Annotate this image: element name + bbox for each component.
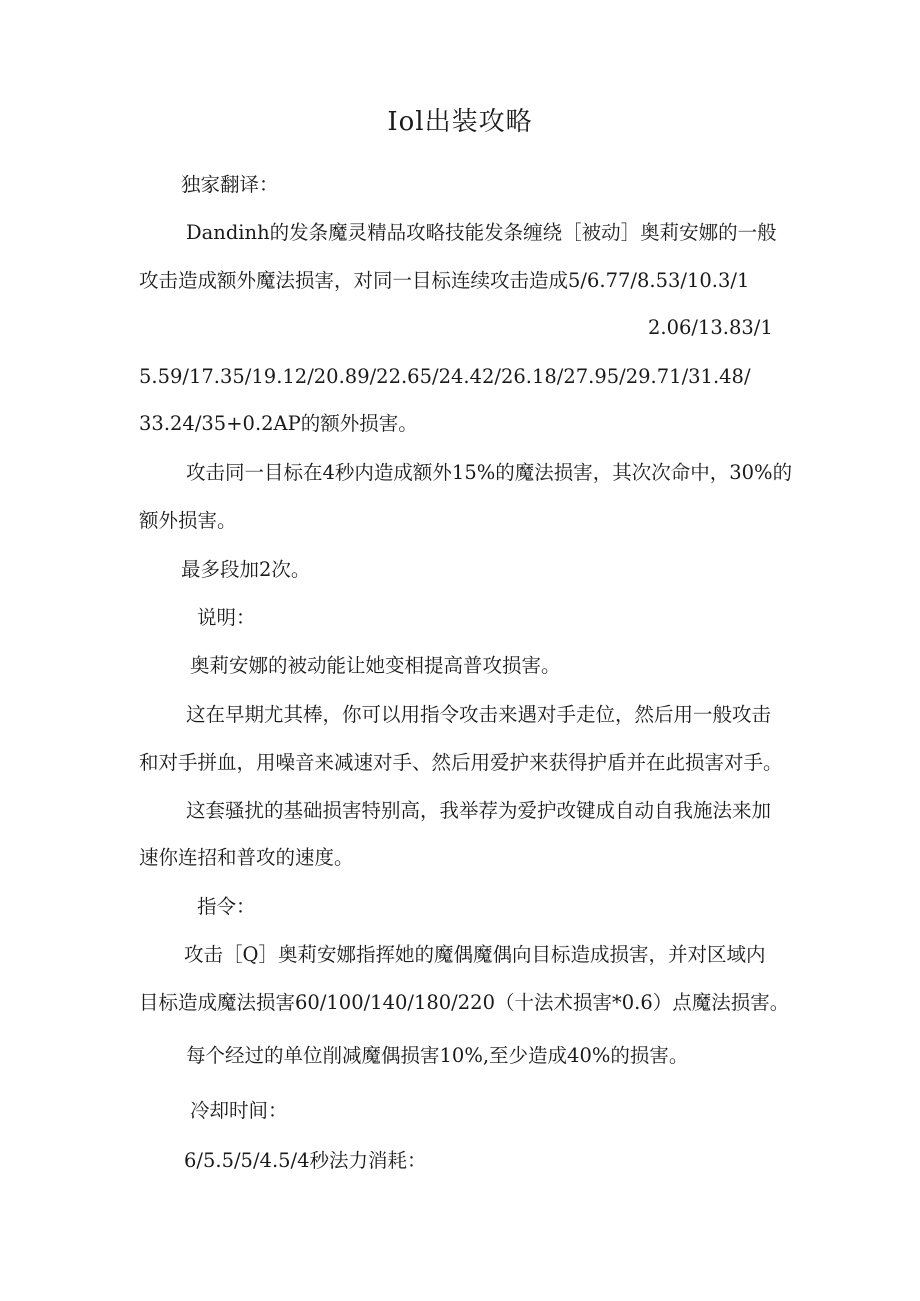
- cooldown-values: 6/5.5/5/4.5/4秒法力消耗：: [184, 1149, 427, 1172]
- explanation-2-line-1: 这在早期尤其棒，你可以用指令攻击来遇对手走位，然后用一般攻击: [186, 703, 772, 726]
- intro-label: 独家翻译：: [181, 173, 279, 196]
- passive-description-line-1: Dandinh的发条魔灵精品攻略技能发条缠绕［被动］奥莉安娜的一般: [186, 221, 777, 244]
- explanation-label: 说明：: [197, 606, 256, 629]
- command-description-line-2: 目标造成魔法损害60/100/140/180/220（十法术损害*0.6）点魔法损害。: [139, 991, 790, 1014]
- stack-max-note: 最多段加2次。: [181, 558, 311, 581]
- command-reduction-note: 每个经过的单位削减魔偶损害10%,至少造成40%的损害。: [186, 1044, 689, 1067]
- explanation-line-1: 奥莉安娜的被动能让她变相提高普攻损害。: [190, 654, 561, 677]
- passive-description-line-5: 33.24/35+0.2AP的额外损害。: [139, 412, 418, 435]
- passive-description-line-3: 2.06/13.83/1: [648, 316, 773, 339]
- command-description-line-1: 攻击［Q］奥莉安娜指挥她的魔偶魔偶向目标造成损害，并对区域内: [184, 943, 766, 966]
- passive-description-line-2: 攻击造成额外魔法损害，对同一目标连续攻击造成5/6.77/8.53/10.3/1: [139, 269, 750, 292]
- explanation-3-line-1: 这套骚扰的基础损害特别高，我举荐为爱护改键成自动自我施法来加: [186, 799, 772, 822]
- explanation-2-line-2: 和对手拼血，用噪音来减速对手、然后用爱护来获得护盾并在此损害对手。: [139, 751, 783, 774]
- cooldown-label: 冷却时间：: [190, 1099, 288, 1122]
- command-label: 指令：: [197, 895, 256, 918]
- passive-description-line-4: 5.59/17.35/19.12/20.89/22.65/24.42/26.18/27.95/29.71/31.48/: [139, 365, 751, 388]
- stack-description-line-1: 攻击同一目标在4秒内造成额外15%的魔法损害，其次次命中，30%的: [186, 461, 793, 484]
- document-title: Iol出装攻略: [387, 107, 533, 137]
- stack-description-line-2: 额外损害。: [139, 509, 237, 532]
- explanation-3-line-2: 速你连招和普攻的速度。: [139, 846, 354, 869]
